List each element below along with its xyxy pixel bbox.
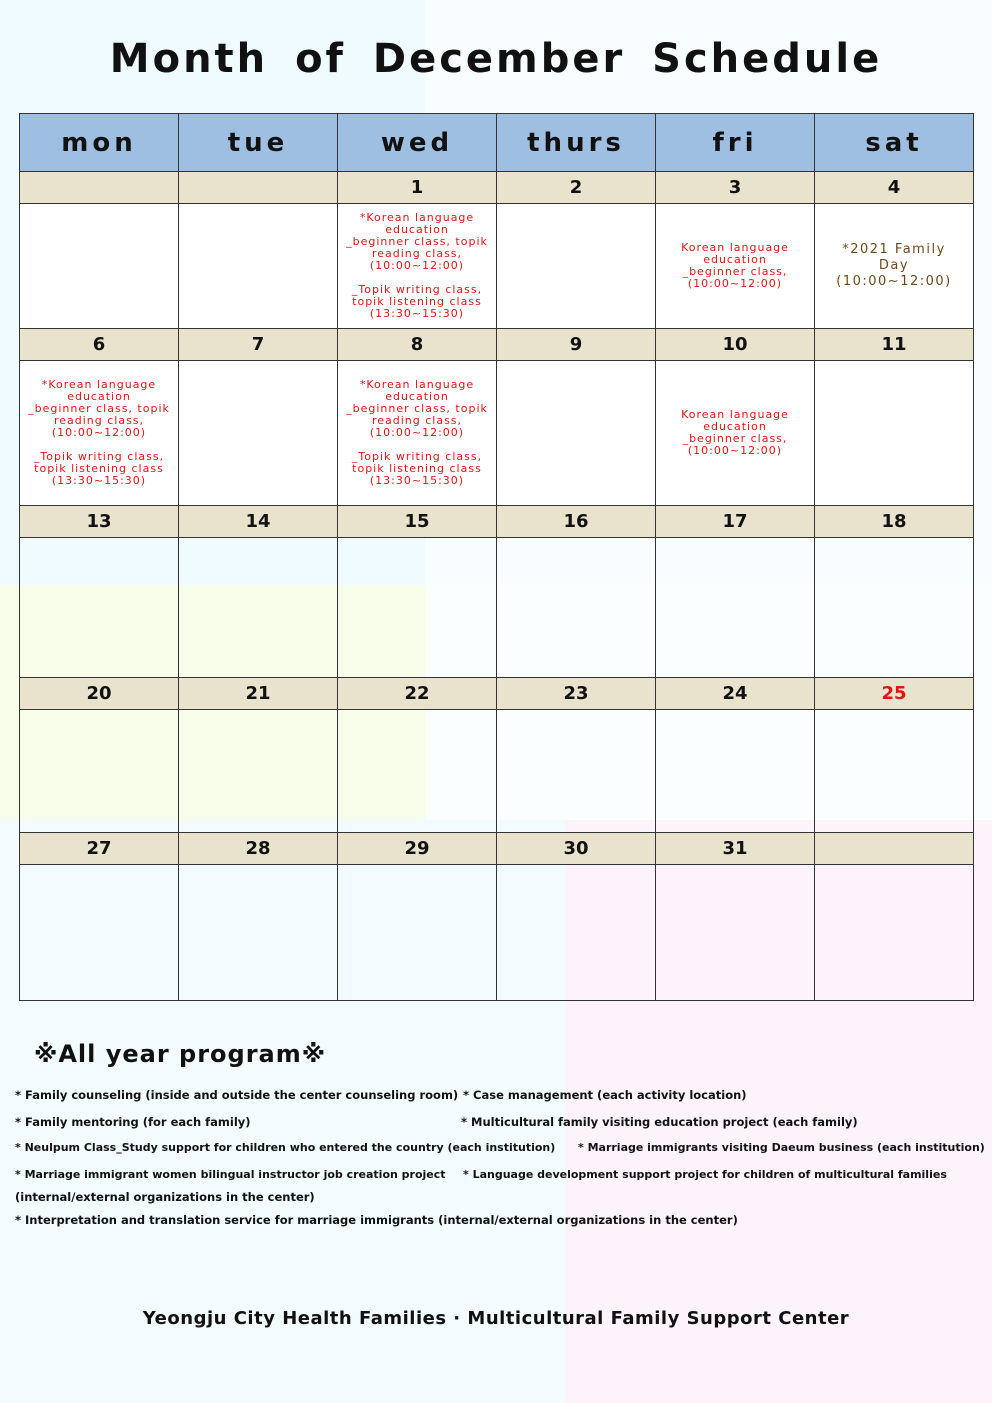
day-cell bbox=[20, 865, 179, 1001]
day-cell bbox=[20, 204, 179, 329]
day-number: 31 bbox=[656, 833, 815, 865]
day-number: 16 bbox=[497, 506, 656, 538]
day-number: 3 bbox=[656, 172, 815, 204]
week-events-row bbox=[20, 710, 974, 833]
day-number: 2 bbox=[497, 172, 656, 204]
day-cell bbox=[656, 710, 815, 833]
day-cell bbox=[497, 361, 656, 506]
day-number: 22 bbox=[338, 678, 497, 710]
week-number-row bbox=[20, 329, 974, 361]
day-cell bbox=[656, 865, 815, 1001]
day-cell bbox=[656, 361, 815, 506]
event-family-day: *2021 Family Day (10:00~12:00) bbox=[836, 242, 952, 289]
day-number: 8 bbox=[338, 329, 497, 361]
week-number-row bbox=[20, 506, 974, 538]
day-number: 13 bbox=[20, 506, 179, 538]
calendar-table bbox=[19, 113, 974, 1001]
day-number: 21 bbox=[179, 678, 338, 710]
event-korean-education: *Korean language education _beginner class, topik reading class, (10:00~12:00) bbox=[346, 378, 488, 439]
program-item: * Interpretation and translation service for marriage immigrants (internal/external organizations in the center) bbox=[15, 1213, 738, 1227]
program-item: * Case management (each activity location) bbox=[463, 1088, 747, 1102]
day-cell bbox=[179, 538, 338, 678]
day-number: 17 bbox=[656, 506, 815, 538]
day-number: 7 bbox=[179, 329, 338, 361]
program-item: * Family counseling (inside and outside the center counseling room) bbox=[15, 1088, 459, 1102]
day-number: 24 bbox=[656, 678, 815, 710]
day-cell bbox=[815, 865, 974, 1001]
event-korean-education: Korean language education _beginner class, bbox=[681, 241, 789, 278]
day-cell bbox=[815, 361, 974, 506]
day-cell bbox=[179, 865, 338, 1001]
day-number-holiday: 25 bbox=[815, 678, 974, 710]
day-number: 28 bbox=[179, 833, 338, 865]
day-cell bbox=[20, 710, 179, 833]
week-events-row bbox=[20, 204, 974, 329]
weekday-thurs: thurs bbox=[497, 114, 656, 172]
day-cell bbox=[815, 204, 974, 329]
day-number: 11 bbox=[815, 329, 974, 361]
footer-organization: Yeongju City Health Families · Multicultural Family Support Center bbox=[142, 1308, 850, 1329]
day-cell bbox=[179, 710, 338, 833]
program-item: * Multicultural family visiting education project (each family) bbox=[461, 1115, 858, 1129]
day-cell bbox=[338, 538, 497, 678]
program-item: * Neulpum Class_Study support for children who entered the country (each institution) bbox=[15, 1141, 556, 1154]
week-number-row bbox=[20, 172, 974, 204]
day-number bbox=[179, 172, 338, 204]
day-cell bbox=[815, 538, 974, 678]
event-topik-classes: _Topik writing class, topik listening class (13:30~15:30) bbox=[33, 450, 165, 487]
day-cell bbox=[338, 361, 497, 506]
day-number bbox=[20, 172, 179, 204]
event-korean-education: *Korean language education _beginner class, topik reading class, (10:00~12:00) bbox=[28, 378, 170, 439]
day-number: 14 bbox=[179, 506, 338, 538]
program-item-continued: (internal/external organizations in the center) bbox=[15, 1190, 315, 1204]
event-time: (10:00~12:00) bbox=[687, 277, 783, 290]
program-item: * Marriage immigrants visiting Daeum business (each institution) bbox=[578, 1141, 985, 1154]
day-cell bbox=[497, 865, 656, 1001]
event-topik-classes: _Topik writing class, topik listening class (13:30~15:30) bbox=[351, 283, 483, 320]
day-number bbox=[815, 833, 974, 865]
page-title: Month of December Schedule bbox=[109, 36, 883, 82]
day-number: 15 bbox=[338, 506, 497, 538]
day-number: 4 bbox=[815, 172, 974, 204]
day-cell bbox=[656, 538, 815, 678]
day-cell bbox=[656, 204, 815, 329]
day-cell bbox=[497, 204, 656, 329]
day-number: 6 bbox=[20, 329, 179, 361]
day-number: 18 bbox=[815, 506, 974, 538]
week-number-row bbox=[20, 833, 974, 865]
day-cell bbox=[497, 710, 656, 833]
day-number: 23 bbox=[497, 678, 656, 710]
weekday-wed: wed bbox=[338, 114, 497, 172]
day-cell bbox=[338, 865, 497, 1001]
day-number: 20 bbox=[20, 678, 179, 710]
program-item: * Language development support project for children of multicultural families bbox=[463, 1168, 947, 1181]
day-cell bbox=[815, 710, 974, 833]
program-item: * Family mentoring (for each family) bbox=[15, 1115, 251, 1129]
day-cell bbox=[497, 538, 656, 678]
weekday-mon: mon bbox=[20, 114, 179, 172]
day-number: 27 bbox=[20, 833, 179, 865]
day-cell bbox=[338, 710, 497, 833]
day-cell bbox=[179, 361, 338, 506]
week-events-row bbox=[20, 865, 974, 1001]
day-cell bbox=[20, 361, 179, 506]
day-number: 29 bbox=[338, 833, 497, 865]
week-events-row bbox=[20, 361, 974, 506]
day-number: 30 bbox=[497, 833, 656, 865]
event-time: (10:00~12:00) bbox=[687, 444, 783, 457]
week-number-row bbox=[20, 678, 974, 710]
day-number: 1 bbox=[338, 172, 497, 204]
all-year-program-title: ※All year program※ bbox=[34, 1040, 327, 1068]
day-number: 10 bbox=[656, 329, 815, 361]
weekday-header-row bbox=[20, 114, 974, 172]
day-cell bbox=[20, 538, 179, 678]
weekday-fri: fri bbox=[656, 114, 815, 172]
event-korean-education: *Korean language education _beginner class, topik reading class, (10:00~12:00) bbox=[346, 211, 488, 272]
day-cell bbox=[338, 204, 497, 329]
program-item: * Marriage immigrant women bilingual instructor job creation project bbox=[15, 1168, 446, 1181]
event-korean-education: Korean language education _beginner class, bbox=[681, 408, 789, 445]
day-number: 9 bbox=[497, 329, 656, 361]
weekday-sat: sat bbox=[815, 114, 974, 172]
day-cell bbox=[179, 204, 338, 329]
weekday-tue: tue bbox=[179, 114, 338, 172]
event-topik-classes: _Topik writing class, topik listening class (13:30~15:30) bbox=[351, 450, 483, 487]
week-events-row bbox=[20, 538, 974, 678]
